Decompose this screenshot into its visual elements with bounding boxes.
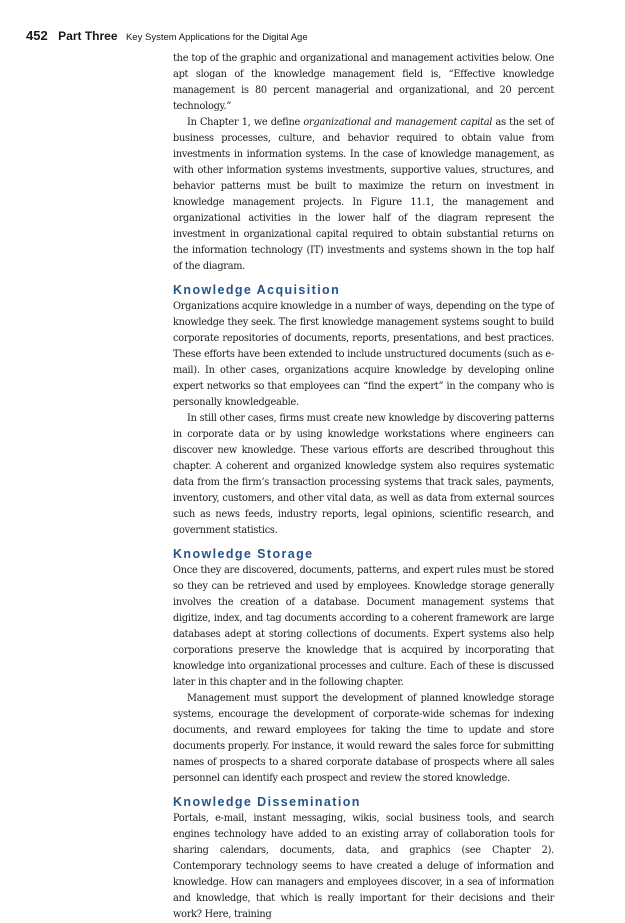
page-number: 452 [26, 28, 48, 43]
paragraph [173, 115, 554, 275]
part-label: Part Three [58, 29, 118, 43]
paragraph: Portals, e-mail, instant messaging, wikis, social business tools, and search engines technology have added to an existing array of collaboration tools for sharing calendars, documents, data, and graphics (see Chapter 2). Contemporary technology seems to have created a deluge of information and knowledge. How can managers and employees discover, in a sea of information and knowledge, that which is really important for their decisions and their work? Here, training [173, 813, 554, 920]
paragraph: Organizations acquire knowledge in a number of ways, depending on the type of knowledge they seek. The first knowledge management systems sought to build corporate repositories of documents, reports, presentations, and best practices. These efforts have been extended to include unstructured documents (such as e-mail). In other cases, organizations acquire knowledge by developing online expert networks so that employees can “find the expert” in the company who is personally knowledgeable. [173, 301, 554, 408]
body-text [173, 51, 554, 923]
section-heading-knowledge-storage: Knowledge Storage [173, 547, 314, 561]
section-heading-knowledge-acquisition: Knowledge Acquisition [173, 283, 341, 297]
running-head [26, 27, 308, 45]
paragraph: Management must support the development of planned knowledge storage systems, encourage the development of corporate-wide schemas for indexing documents, and reward employees for taking the time to update and store documents properly. For instance, it would reward the sales force for submitting names of prospects to a shared corporate database of prospects where all sales personnel can identify each prospect and review the stored knowledge. [173, 693, 554, 784]
paragraph: In still other cases, firms must create new knowledge by discovering patterns in corporate data or by using knowledge workstations where engineers can discover new knowledge. These various efforts are described throughout this chapter. A coherent and organized knowledge system also requires systematic data from the firm’s transaction processing systems that track sales, payments, inventory, customers, and other vital data, as well as data from external sources such as news feeds, industry reports, legal opinions, scientific research, and government statistics. [173, 413, 554, 536]
part-title: Key System Applications for the Digital Age [125, 32, 308, 43]
paragraph-text: In Chapter 1, we define [187, 117, 304, 128]
paragraph: the top of the graphic and organizational and management activities below. One apt slogan of the knowledge management field is, “Effective knowledge management is 80 percent managerial and organizational, and 20 percent technology.” [173, 53, 554, 112]
emphasized-term: organizational and management capital [303, 117, 493, 128]
paragraph: Once they are discovered, documents, patterns, and expert rules must be stored so they can be retrieved and used by employees. Knowledge storage generally involves the creation of a database. Document management systems that digitize, index, and tag documents according to a coherent framework are large databases adept at storing collections of documents. Expert systems also help corporations preserve the knowledge that is acquired by incorporating that knowledge into organizational processes and culture. Each of these is discussed later in this chapter and in the following chapter. [173, 565, 554, 688]
section-heading-knowledge-dissemination: Knowledge Dissemination [173, 795, 361, 809]
paragraph-text: as the set of business processes, culture, and behavior required to obtain value from investments in information systems. In the case of knowledge management, as with other information systems investments, supportive values, structures, and behavior patterns must be built to maximize the return on investment in knowledge management projects. In Figure 11.1, the management and organizational activities in the lower half of the diagram represent the investment in organizational capital required to obtain substantial returns on the information technology (IT) investments and systems shown in the top half of the diagram. [173, 117, 554, 272]
